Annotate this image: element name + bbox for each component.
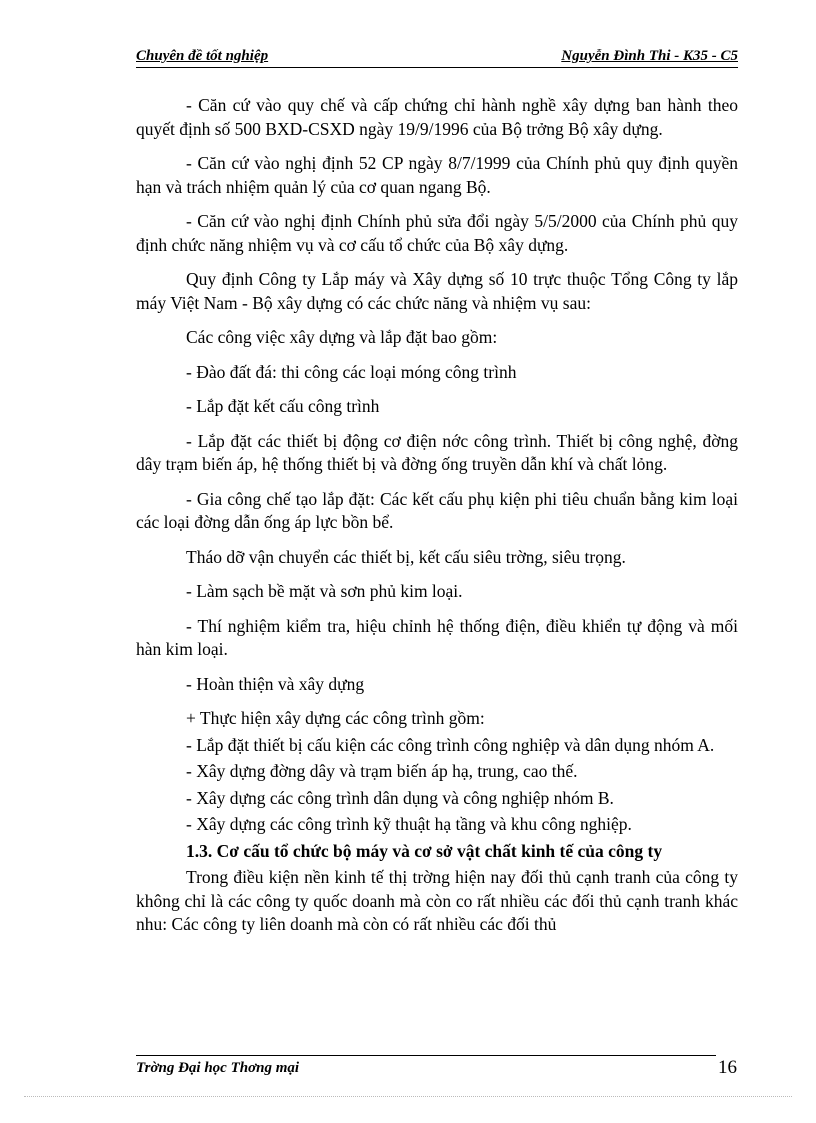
- paragraph: - Thí nghiệm kiểm tra, hiệu chỉnh hệ thống điện, điều khiển tự động và mối hàn kim loại.: [136, 615, 738, 659]
- section-heading: 1.3. Cơ cấu tổ chức bộ máy và cơ sở vật chất kinh tế của công ty: [186, 840, 663, 861]
- paragraph: - Gia công chế tạo lắp đặt: Các kết cấu phụ kiện phi tiêu chuẩn bằng kim loại các loại đờng dẫn ống áp lực bồn bể.: [136, 488, 738, 532]
- paragraph: - Đào đất đá: thi công các loại móng công trình: [186, 361, 517, 382]
- header-title: Chuyên đề tốt nghiệp: [136, 48, 269, 64]
- paragraph: + Thực hiện xây dựng các công trình gồm:: [186, 708, 485, 728]
- paragraph: - Làm sạch bề mặt và sơn phủ kim loại.: [186, 581, 463, 601]
- paragraph: - Lắp đặt các thiết bị động cơ điện nớc công trình. Thiết bị công nghệ, đờng dây trạm biến áp, hệ thống thiết bị và đờng ống truyền dẫn khí và chất lỏng.: [136, 430, 738, 474]
- paragraph: - Hoàn thiện và xây dựng: [186, 673, 365, 694]
- paragraph: Các công việc xây dựng và lắp đặt bao gồm:: [186, 327, 498, 347]
- header-rule: [136, 67, 738, 68]
- footer-institution: Trờng Đại học Thơng mại: [136, 1060, 300, 1076]
- paragraph: - Lắp đặt thiết bị cấu kiện các công trình công nghiệp và dân dụng nhóm A.: [186, 734, 715, 755]
- document-body: [136, 94, 738, 940]
- footer-rule: [136, 1055, 716, 1056]
- paragraph: - Căn cứ vào quy chế và cấp chứng chỉ hành nghề xây dựng ban hành theo quyết định số 500 BXD-CSXD ngày 19/9/1996 của Bộ trởng Bộ xây dựng.: [136, 95, 738, 139]
- paragraph: Quy định Công ty Lắp máy và Xây dựng số 10 trực thuộc Tổng Công ty lắp máy Việt Nam - Bộ xây dựng có các chức năng và nhiệm vụ sau:: [136, 269, 738, 313]
- paragraph: - Căn cứ vào nghị định Chính phủ sửa đổi ngày 5/5/2000 của Chính phủ quy định chức năng nhiệm vụ và cơ cấu tổ chức của Bộ xây dựng.: [136, 211, 738, 255]
- page-header: [136, 48, 738, 68]
- paragraph: - Lắp đặt kết cấu công trình: [186, 396, 380, 416]
- page-number: 16: [718, 1057, 737, 1078]
- page-edge-divider: [24, 1096, 792, 1097]
- paragraph: - Xây dựng các công trình dân dụng và công nghiệp nhóm B.: [186, 787, 614, 808]
- paragraph: - Căn cứ vào nghị định 52 CP ngày 8/7/1999 của Chính phủ quy định quyền hạn và trách nhiệm quản lý của cơ quan ngang Bộ.: [136, 153, 738, 197]
- paragraph: - Xây dựng đờng dây và trạm biến áp hạ, trung, cao thế.: [186, 761, 578, 781]
- paragraph: Trong điều kiện nền kinh tế thị trờng hiện nay đối thủ cạnh tranh của công ty không chỉ là các công ty quốc doanh mà còn co rất nhiều các đối thủ cạnh tranh khác nhu: Các công ty liên doanh mà còn có rất nhiều các đối thủ: [136, 867, 738, 934]
- header-author: Nguyễn Đình Thi - K35 - C5: [561, 48, 738, 64]
- paragraph: - Xây dựng các công trình kỹ thuật hạ tầng và khu công nghiệp.: [186, 814, 632, 834]
- paragraph: Tháo dỡ vận chuyển các thiết bị, kết cấu siêu trờng, siêu trọng.: [186, 546, 626, 567]
